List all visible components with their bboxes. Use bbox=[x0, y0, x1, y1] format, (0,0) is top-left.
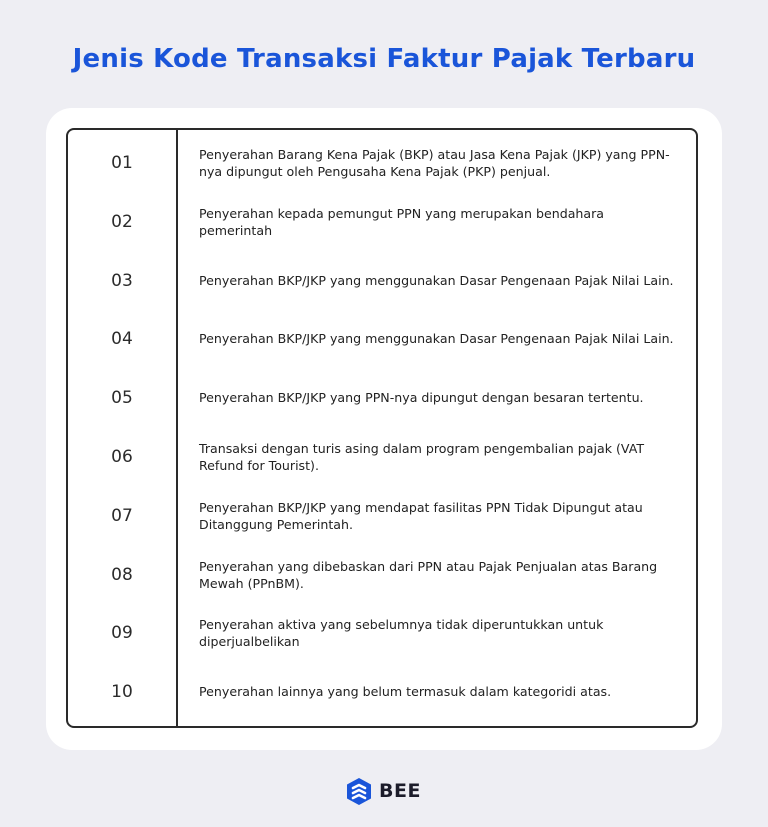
table-row bbox=[68, 378, 696, 418]
page-title: Jenis Kode Transaksi Faktur Pajak Terbaru bbox=[72, 44, 696, 74]
bee-hexagon-logo-icon bbox=[346, 777, 372, 806]
transaction-code: 10 bbox=[111, 682, 133, 702]
transaction-description: Penyerahan kepada pemungut PPN yang merupakan bendahara pemerintah bbox=[199, 205, 605, 238]
transaction-description: Penyerahan BKP/JKP yang mendapat fasilitas PPN Tidak Dipungut atau Ditanggung Pemerintah. bbox=[199, 499, 643, 532]
transaction-code: 04 bbox=[111, 329, 133, 349]
transaction-description: Penyerahan Barang Kena Pajak (BKP) atau Jasa Kena Pajak (JKP) yang PPN-nya dipungut oleh Pengusaha Kena Pajak (PKP) penjual. bbox=[199, 146, 670, 179]
table-row bbox=[68, 496, 696, 536]
transaction-description: Penyerahan BKP/JKP yang menggunakan Dasar Pengenaan Pajak Nilai Lain. bbox=[199, 331, 674, 347]
transaction-code: 07 bbox=[111, 506, 133, 526]
transaction-description: Penyerahan BKP/JKP yang menggunakan Dasar Pengenaan Pajak Nilai Lain. bbox=[199, 273, 674, 289]
transaction-description: Penyerahan lainnya yang belum termasuk dalam kategoridi atas. bbox=[199, 684, 612, 700]
table-row bbox=[68, 143, 696, 183]
table-row bbox=[68, 261, 696, 301]
table-row bbox=[68, 672, 696, 712]
table-row bbox=[68, 437, 696, 477]
transaction-description: Transaksi dengan turis asing dalam program pengembalian pajak (VAT Refund for Tourist). bbox=[199, 440, 645, 473]
transaction-code-table bbox=[66, 128, 698, 728]
table-row bbox=[68, 319, 696, 359]
transaction-code: 09 bbox=[111, 623, 133, 643]
transaction-description: Penyerahan yang dibebaskan dari PPN atau Pajak Penjualan atas Barang Mewah (PPnBM). bbox=[199, 558, 658, 591]
transaction-description: Penyerahan aktiva yang sebelumnya tidak diperuntukkan untuk diperjualbelikan bbox=[199, 616, 604, 649]
transaction-code: 01 bbox=[111, 153, 133, 173]
transaction-code: 06 bbox=[111, 447, 133, 467]
transaction-code: 02 bbox=[111, 212, 133, 232]
table-row bbox=[68, 555, 696, 595]
transaction-code: 05 bbox=[111, 388, 133, 408]
transaction-code: 03 bbox=[111, 271, 133, 291]
table-row bbox=[68, 613, 696, 653]
footer-logo bbox=[346, 776, 421, 806]
transaction-description: Penyerahan BKP/JKP yang PPN-nya dipungut dengan besaran tertentu. bbox=[199, 390, 644, 406]
logo-wordmark: BEE bbox=[379, 780, 421, 802]
transaction-code: 08 bbox=[111, 565, 133, 585]
table-row bbox=[68, 202, 696, 242]
